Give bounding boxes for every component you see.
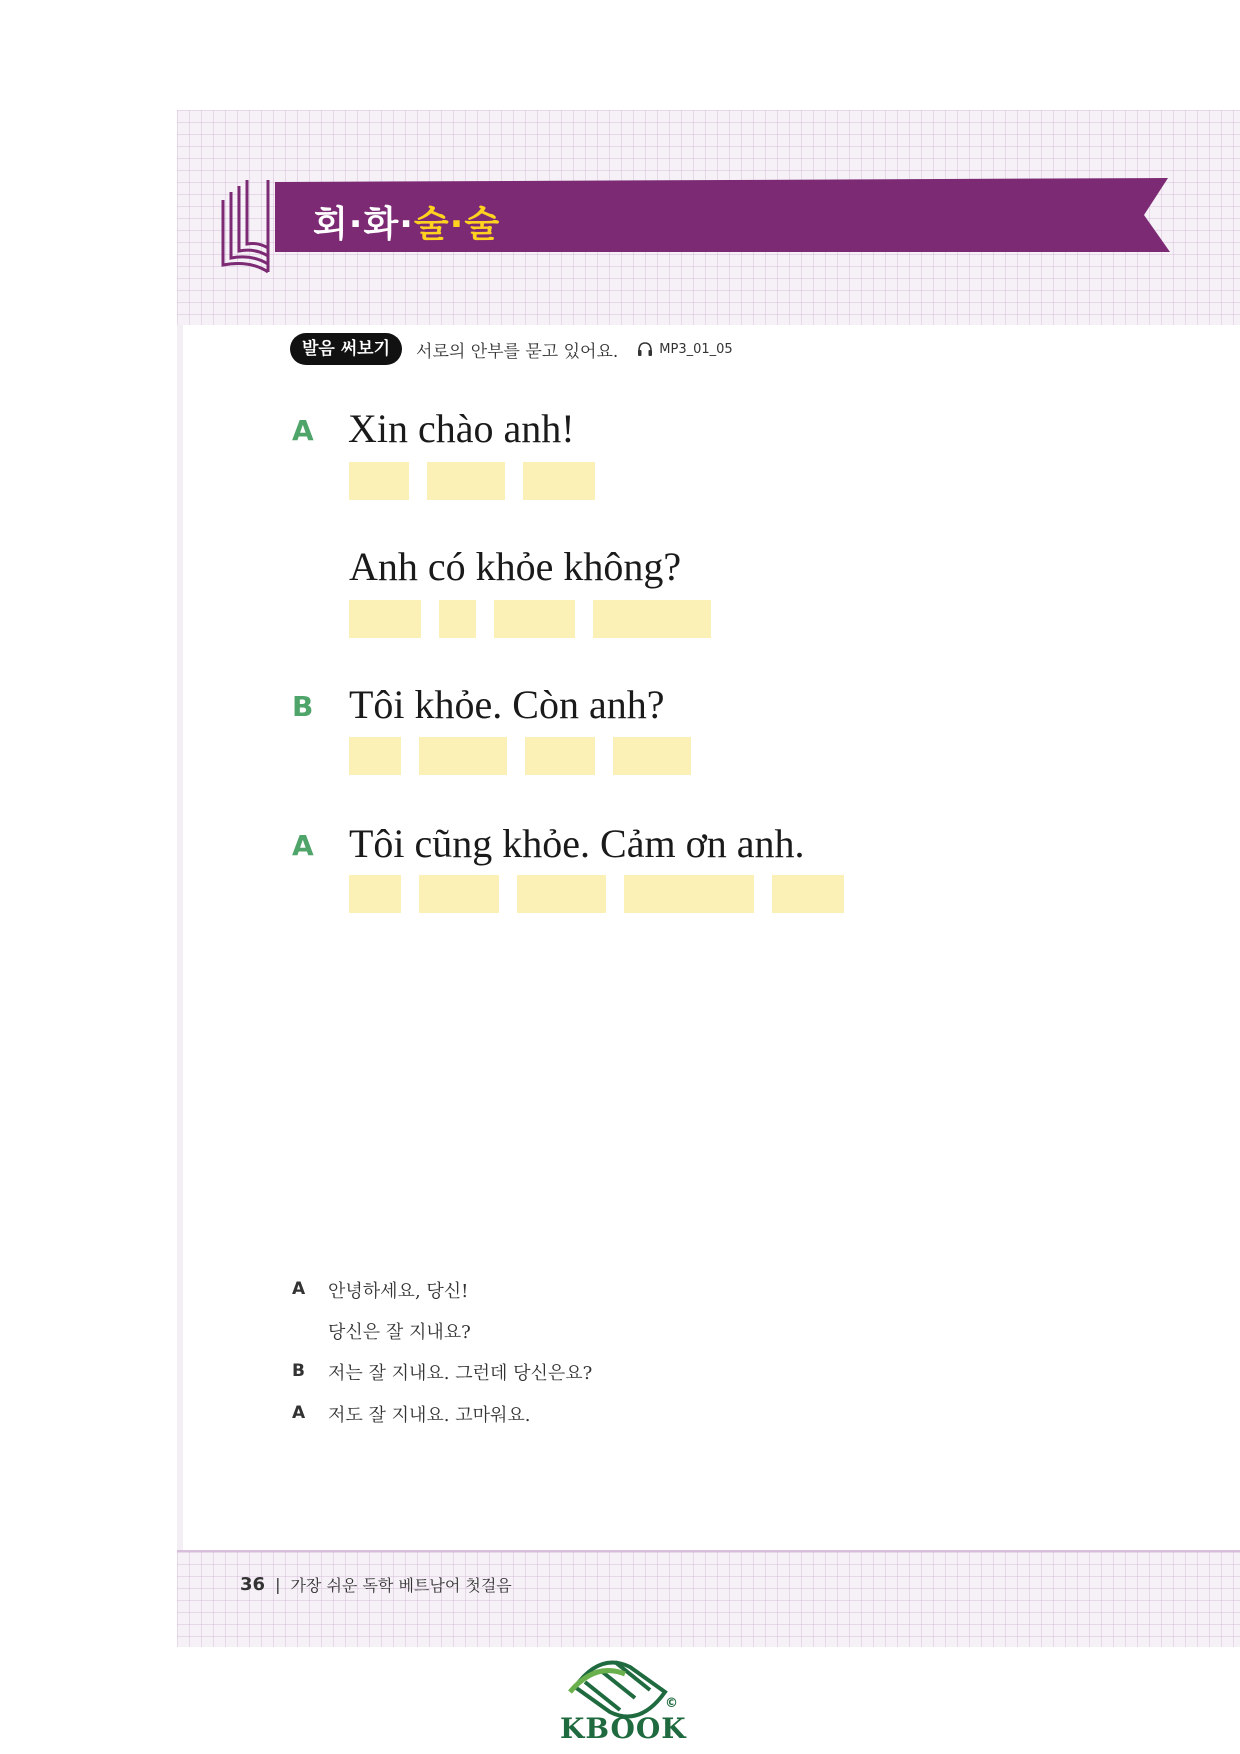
dialogue-line: Tôi cũng khỏe. Cảm ơn anh.: [349, 821, 805, 866]
copyright-mark: ©: [665, 1696, 678, 1711]
speaker-label: A: [292, 414, 314, 447]
left-margin-strip: [177, 325, 183, 1550]
exercise-badge: 발음 써보기: [290, 333, 402, 365]
exercise-subheader: [290, 332, 733, 366]
writing-box[interactable]: [494, 600, 575, 638]
section-banner: [0, 0, 1240, 290]
translation-line: 저는 잘 지내요. 그런데 당신은요?: [328, 1363, 593, 1384]
speaker-label: A: [292, 829, 314, 862]
writing-box[interactable]: [523, 462, 595, 500]
writing-box[interactable]: [525, 737, 595, 775]
translation-line: 안녕하세요, 당신!: [328, 1281, 469, 1302]
book-icon: [223, 180, 268, 272]
exercise-description: 서로의 안부를 묻고 있어요.: [416, 341, 619, 362]
headphones-icon: [636, 340, 654, 358]
dialogue-line: Tôi khỏe. Còn anh?: [349, 682, 665, 727]
section-title: [313, 196, 500, 247]
section-title-part-1: 회·화·: [313, 204, 414, 245]
writing-box[interactable]: [772, 875, 844, 913]
translation-speaker: B: [292, 1361, 305, 1381]
dialogue-line: Anh có khỏe không?: [349, 544, 682, 589]
writing-box[interactable]: [517, 875, 606, 913]
writing-box[interactable]: [349, 737, 401, 775]
audio-track-label: MP3_01_05: [659, 341, 733, 357]
footer-separator: |: [275, 1575, 281, 1594]
audio-track[interactable]: [636, 340, 732, 358]
translation-speaker: A: [292, 1403, 306, 1423]
writing-box[interactable]: [427, 462, 505, 500]
writing-box[interactable]: [349, 462, 409, 500]
writing-box[interactable]: [439, 600, 476, 638]
footer-grid-background: [177, 1550, 1240, 1647]
writing-box[interactable]: [593, 600, 711, 638]
translation-line: 저도 잘 지내요. 고마워요.: [328, 1405, 531, 1426]
writing-box[interactable]: [419, 875, 499, 913]
kbook-brand: KBOOK: [560, 1712, 687, 1745]
writing-box[interactable]: [624, 875, 754, 913]
translation-line: 당신은 잘 지내요?: [328, 1322, 471, 1343]
writing-box[interactable]: [349, 875, 401, 913]
writing-box[interactable]: [419, 737, 507, 775]
dialogue-line: Xin chào anh!: [348, 406, 575, 451]
section-title-part-2: 술·술: [413, 204, 501, 245]
page-number: 36: [240, 1574, 266, 1595]
page-footer: [240, 1573, 512, 1596]
book-title: 가장 쉬운 독학 베트남어 첫걸음: [290, 1576, 512, 1595]
writing-box[interactable]: [613, 737, 691, 775]
speaker-label: B: [292, 690, 314, 723]
translation-speaker: A: [292, 1279, 306, 1299]
writing-box[interactable]: [349, 600, 421, 638]
